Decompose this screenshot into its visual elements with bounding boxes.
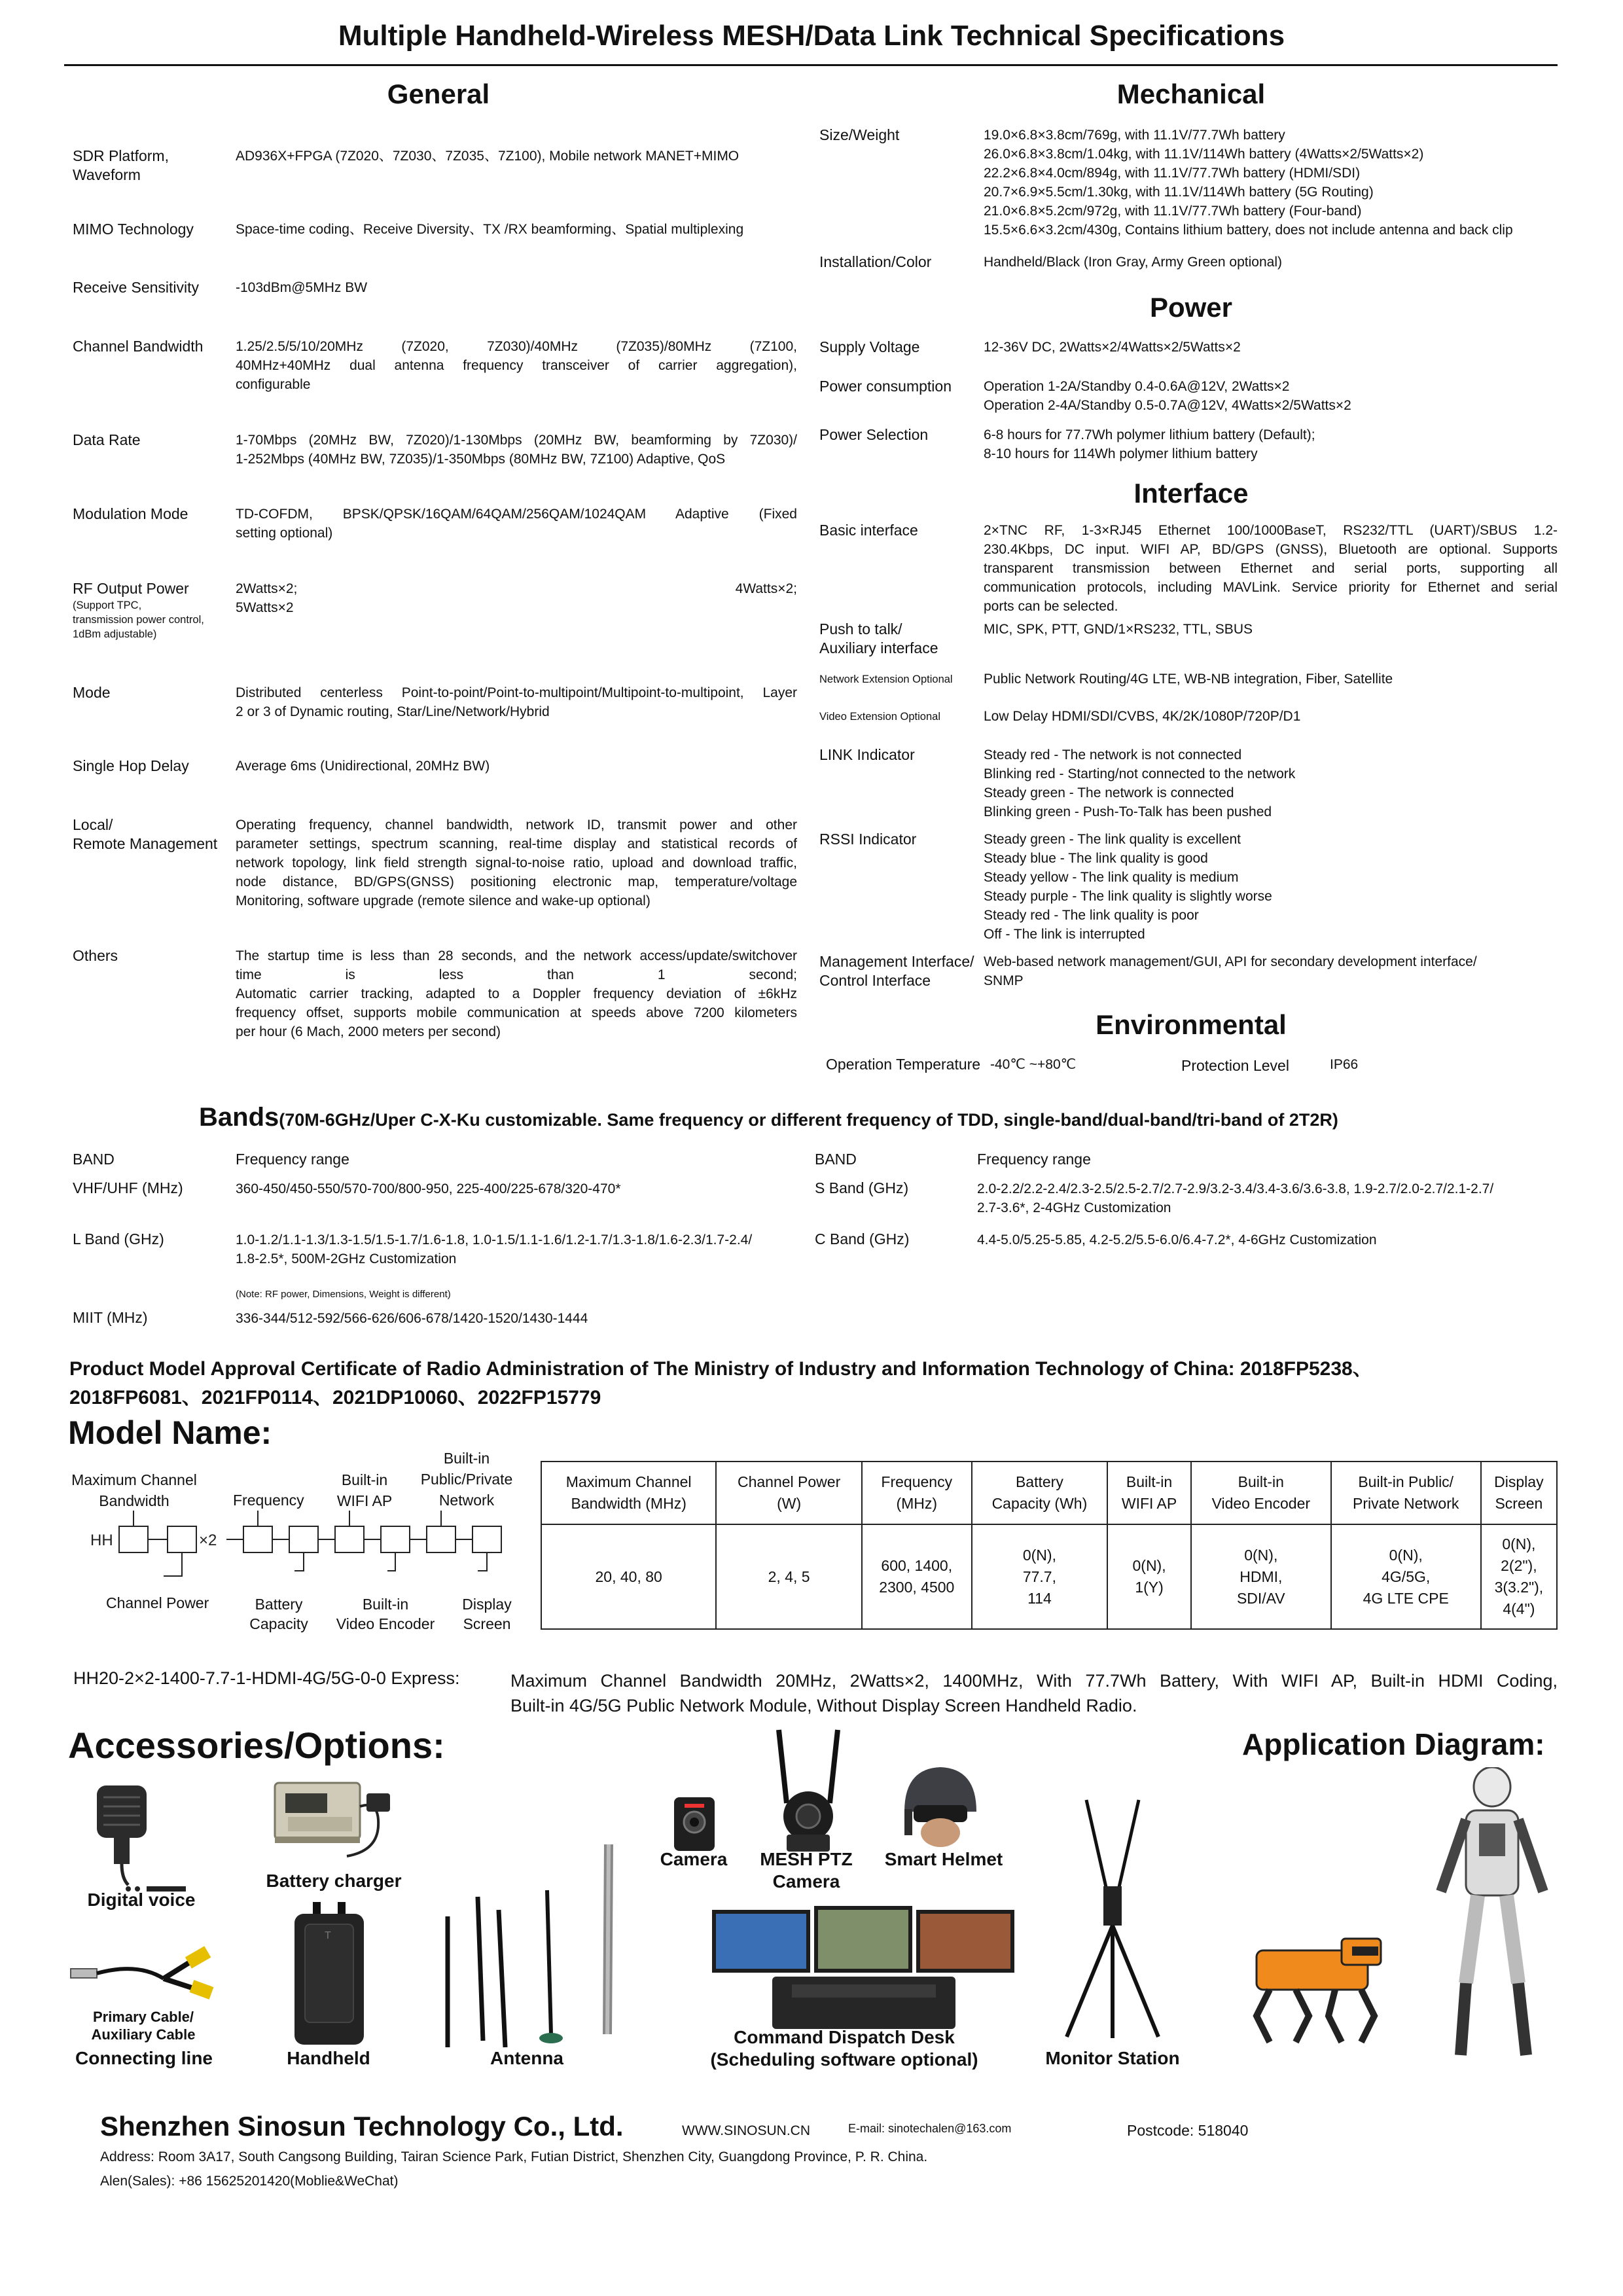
general-row-label: Single Hop Delay xyxy=(73,757,189,774)
model-table-value-cell: 600, 1400, 2300, 4500 xyxy=(862,1524,972,1629)
bands-col-band-right: BAND xyxy=(815,1151,857,1168)
model-table-header-cell: Frequency (MHz) xyxy=(862,1462,972,1524)
mechanical-heading: Mechanical xyxy=(1116,79,1266,109)
code-box-battery xyxy=(289,1526,318,1552)
band-frequency-range: 2.0-2.2/2.2-2.4/2.3-2.5/2.5-2.7/2.7-2.9/3.2-3.4/3.4-3.6/3.6-3.8, 1.9-2.7/2.0-2.7/2.1-2.7/ 2.7-3.6*, 2-4GHz Customization xyxy=(977,1181,1494,1215)
power-row-label: Supply Voltage xyxy=(819,338,920,355)
diag-label-display: Display Screen xyxy=(462,1596,512,1632)
model-table-value-row xyxy=(541,1524,1557,1629)
general-row-value: Operating frequency, channel bandwidth, network ID, transmit power and other parameter settings, spectrum scanning, real-time display and statistical records of network topology, link field strength signal-to-noise ratio, upload and download traffic, node distance, BD/GPS(GNSS) positioning electronic map, temperature/voltage Monitoring, software upgrade (remote silence and wake-up optional) xyxy=(236,817,797,908)
general-row-label: Data Rate xyxy=(73,431,141,448)
general-row-value: Distributed centerless Point-to-point/Point-to-multipoint/Multipoint-to-multipoint, Layer 2 or 3 of Dynamic routing, Star/Line/Network/Hybrid xyxy=(236,685,797,719)
interface-row-label: Video Extension Optional xyxy=(819,711,940,723)
code-box-frequency xyxy=(243,1526,272,1552)
general-row-label: Mode xyxy=(73,684,111,701)
diag-label-max-bw: Maximum Channel Bandwidth xyxy=(71,1471,197,1509)
code-prefix: HH xyxy=(90,1532,113,1549)
interface-row-label: LINK Indicator xyxy=(819,746,915,763)
diag-label-battery: Battery Capacity xyxy=(249,1596,308,1632)
band-frequency-range: 4.4-5.0/5.25-5.85, 4.2-5.2/5.5-6.0/6.4-7.2*, 4-6GHz Customization xyxy=(977,1232,1377,1247)
mechanical-row-value: Handheld/Black (Iron Gray, Army Green optional) xyxy=(984,255,1282,270)
general-row-value: Space-time coding、Receive Diversity、TX /RX beamforming、Spatial multiplexing xyxy=(236,222,744,237)
application-diagram-robots xyxy=(1230,1767,1558,2075)
mesh-ptz-camera-icon xyxy=(746,1725,870,1856)
camera-label: Camera xyxy=(660,1849,728,1869)
diag-label-frequency: Frequency xyxy=(233,1492,304,1509)
command-dispatch-label: Command Dispatch Desk (Scheduling software optional) xyxy=(710,2027,978,2070)
interface-row-label: RSSI Indicator xyxy=(819,831,917,848)
footer-postcode: Postcode: 518040 xyxy=(1127,2122,1249,2139)
mechanical-row-label: Size/Weight xyxy=(819,126,900,143)
general-row-label: Local/ Remote Management xyxy=(73,816,218,852)
band-frequency-range: 360-450/450-550/570-700/800-950, 225-400/225-678/320-470* xyxy=(236,1181,621,1196)
general-row-value: Average 6ms (Unidirectional, 20MHz BW) xyxy=(236,759,490,774)
bands-heading: Bands xyxy=(199,1103,279,1132)
model-table-header-cell: Battery Capacity (Wh) xyxy=(972,1462,1108,1524)
mesh-ptz-camera-label: MESH PTZ Camera xyxy=(760,1849,853,1892)
interface-row-value: Steady red - The network is not connected Blinking red - Starting/not connected to the network Steady green - The network is connected Blinking green - Push-To-Talk has been pushed xyxy=(984,747,1296,819)
humanoid-robot-icon xyxy=(1441,1767,1543,2055)
footer-email[interactable]: E-mail: sinotechalen@163.com xyxy=(848,2122,1012,2135)
model-table-header-cell: Built-in WIFI AP xyxy=(1107,1462,1191,1524)
band-name: VHF/UHF (MHz) xyxy=(73,1179,183,1196)
code-box-wifi xyxy=(335,1526,364,1552)
command-dispatch-desk-icon xyxy=(707,1903,1021,2034)
model-table-value-cell: 2, 4, 5 xyxy=(716,1524,862,1629)
model-table-value-cell: 20, 40, 80 xyxy=(541,1524,716,1629)
bands-col-freq-right: Frequency range xyxy=(977,1151,1091,1168)
antenna-label: Antenna xyxy=(490,2048,563,2068)
general-row-value: TD-COFDM, BPSK/QPSK/16QAM/64QAM/256QAM/1024QAM Adaptive (Fixed setting optional) xyxy=(236,507,797,541)
band-frequency-range: 1.0-1.2/1.1-1.3/1.3-1.5/1.5-1.7/1.6-1.8, 1.0-1.5/1.1-1.6/1.2-1.7/1.3-1.8/1.6-2.3/1.7-2.4/ 1.8-2.5*, 500M-2GHz Customization xyxy=(236,1232,753,1266)
bands-subheading: (70M-6GHz/Uper C-X-Ku customizable. Same frequency or different frequency of TDD, single-band/dual-band/tri-band of 2T2R) xyxy=(279,1110,1338,1130)
page-title: Multiple Handheld-Wireless MESH/Data Link Technical Specifications xyxy=(338,20,1285,52)
mechanical-row-label: Installation/Color xyxy=(819,253,932,270)
interface-row-value: Web-based network management/GUI, API for secondary development interface/ SNMP xyxy=(984,954,1477,988)
model-table-value-cell: 0(N), 77.7, 114 xyxy=(972,1524,1108,1629)
model-table-header-cell: Display Screen xyxy=(1481,1462,1557,1524)
accessories-heading: Accessories/Options: xyxy=(68,1725,445,1766)
digital-voice-label: Digital voice xyxy=(87,1890,196,1910)
general-row-value: 1-70Mbps (20MHz BW, 7Z020)/1-130Mbps (20MHz BW, beamforming by 7Z030)/ 1-252Mbps (40MHz BW, 7Z035)/1-350Mbps (80MHz BW, 7Z100) Adaptive, QoS xyxy=(236,433,797,467)
battery-charger-label: Battery charger xyxy=(266,1871,402,1891)
connecting-line-label: Connecting line xyxy=(75,2048,213,2068)
general-row-label: RF Output Power (Support TPC, transmission power control, 1dBm adjustable) xyxy=(73,580,204,640)
svg-text:T: T xyxy=(325,1930,331,1941)
general-heading: General xyxy=(387,79,490,109)
title-divider xyxy=(64,64,1558,66)
footer-contact: Alen(Sales): +86 15625201420(Moblie&WeChat) xyxy=(100,2174,399,2189)
power-row-value: Operation 1-2A/Standby 0.4-0.6A@12V, 2Watts×2 Operation 2-4A/Standby 0.5-0.7A@12V, 4Watts×2/5Watts×2 xyxy=(984,379,1351,413)
environmental-heading: Environmental xyxy=(1096,1009,1287,1040)
model-code-diagram xyxy=(85,1511,517,1602)
band-name: S Band (GHz) xyxy=(815,1179,909,1196)
code-box-bandwidth xyxy=(119,1526,148,1552)
model-table-value-cell: 0(N), HDMI, SDI/AV xyxy=(1191,1524,1331,1629)
monitor-station-tripod-icon xyxy=(1047,1795,1178,2043)
model-heading: Model Name: xyxy=(68,1414,272,1451)
general-row-value: 2Watts×2; 4Watts×2; 5Watts×2 xyxy=(236,581,797,615)
handheld-radio-icon xyxy=(283,1898,374,2055)
general-row-label: Modulation Mode xyxy=(73,505,188,522)
code-box-network xyxy=(427,1526,455,1552)
model-table-header-cell: Built-in Public/ Private Network xyxy=(1331,1462,1481,1524)
power-row-value: 12-36V DC, 2Watts×2/4Watts×2/5Watts×2 xyxy=(984,340,1241,355)
model-table-value-cell: 0(N), 1(Y) xyxy=(1107,1524,1191,1629)
footer-company-name: Shenzhen Sinosun Technology Co., Ltd. xyxy=(100,2111,624,2142)
footer-website[interactable]: WWW.SINOSUN.CN xyxy=(682,2123,810,2138)
smart-helmet-icon xyxy=(891,1759,990,1851)
footer-address: Address: Room 3A17, South Cangsong Building, Tairan Science Park, Futian District, Shenzhen City, Guangdong Province, P. R. China. xyxy=(100,2149,928,2164)
code-box-power xyxy=(168,1526,196,1552)
general-row-label: MIMO Technology xyxy=(73,221,194,238)
code-x2: ×2 xyxy=(199,1532,217,1549)
model-table-value-cell: 0(N), 4G/5G, 4G LTE CPE xyxy=(1331,1524,1481,1629)
power-row-value: 6-8 hours for 77.7Wh polymer lithium battery (Default); 8-10 hours for 114Wh polymer lithium battery xyxy=(984,427,1315,461)
certificate-line-1: Product Model Approval Certificate of Radio Administration of The Ministry of Industry and Information Technology of China: 2018FP5238、 xyxy=(69,1358,1372,1380)
interface-row-value: 2×TNC RF, 1-3×RJ45 Ethernet 100/1000BaseT, RS232/TTL (UART)/SBUS 1.2- 230.4Kbps, DC input. WIFI AP, BD/GPS (GNSS), Bluetooth are optional. Supports transparent transmission between Ethernet and serial ports, supporting all communication protocols, including MAVLink. Service priority for Ethernet and serial ports can be selected. xyxy=(984,523,1558,614)
bands-note: (Note: RF power, Dimensions, Weight is different) xyxy=(236,1289,451,1300)
monitor-station-label: Monitor Station xyxy=(1045,2048,1180,2068)
diag-label-channel-power: Channel Power xyxy=(106,1594,209,1611)
primary-cable-label: Primary Cable/ Auxiliary Cable xyxy=(91,2009,196,2043)
bands-col-band-left: BAND xyxy=(73,1151,115,1168)
diag-label-wifi: Built-in WIFI AP xyxy=(336,1471,393,1509)
general-row-label: Receive Sensitivity xyxy=(73,279,200,296)
handheld-label: Handheld xyxy=(287,2048,370,2068)
band-name: C Band (GHz) xyxy=(815,1230,910,1247)
band-name: MIIT (MHz) xyxy=(73,1309,148,1326)
interface-row-value: Steady green - The link quality is excellent Steady blue - The link quality is good Steady yellow - The link quality is medium Steady purple - The link quality is slightly worse Steady red - The link quality is poor Off - The link is interrupted xyxy=(984,832,1272,942)
protection-level-label: Protection Level xyxy=(1181,1057,1289,1074)
robot-dog-icon xyxy=(1257,1939,1381,2042)
interface-row-label: Basic interface xyxy=(819,522,918,539)
diag-label-video: Built-in Video Encoder xyxy=(336,1596,435,1632)
mechanical-row-value: 19.0×6.8×3.8cm/769g, with 11.1V/77.7Wh battery 26.0×6.8×3.8cm/1.04kg, with 11.1V/114Wh battery (4Watts×2/5Watts×2) 22.2×6.8×4.0cm/894g, with 11.1V/77.7Wh battery (HDMI/SDI) 20.7×6.9×5.5cm/1.30kg, with 11.1V/114Wh battery (5G Routing) 21.0×6.8×5.2cm/972g, with 11.1V/77.7Wh battery (Four-band) 15.5×6.6×3.2cm/430g, Contains lithium battery, does not include antenna and back clip xyxy=(984,128,1513,238)
general-row-value: AD936X+FPGA (7Z020、7Z030、7Z035、7Z100), Mobile network MANET+MIMO xyxy=(236,149,740,164)
interface-row-value: MIC, SPK, PTT, GND/1×RS232, TTL, SBUS xyxy=(984,622,1253,637)
model-table-header-cell: Built-in Video Encoder xyxy=(1191,1462,1331,1524)
general-row-label: SDR Platform, Waveform xyxy=(73,147,169,183)
interface-row-label: Management Interface/ Control Interface xyxy=(819,953,974,989)
model-table-header-row xyxy=(541,1462,1557,1524)
bands-heading-row xyxy=(199,1103,1338,1132)
code-box-video xyxy=(381,1526,410,1552)
connecting-cable-icon xyxy=(65,1943,223,2008)
model-table-value-cell: 0(N), 2(2"), 3(3.2"), 4(4") xyxy=(1481,1524,1557,1629)
model-table xyxy=(541,1461,1558,1630)
antenna-icon xyxy=(432,1838,641,2054)
general-row-value: -103dBm@5MHz BW xyxy=(236,280,368,295)
protection-level-value: IP66 xyxy=(1330,1057,1359,1072)
model-example-text: Maximum Channel Bandwidth 20MHz, 2Watts×2, 1400MHz, With 77.7Wh Battery, With WIFI AP, Built-in HDMI Coding, Built-in 4G/5G Public Network Module, Without Display Screen Handheld Radio. xyxy=(510,1671,1558,1715)
interface-row-value: Low Delay HDMI/SDI/CVBS, 4K/2K/1080P/720P/D1 xyxy=(984,709,1301,724)
general-row-value: 1.25/2.5/5/10/20MHz (7Z020, 7Z030)/40MHz (7Z035)/80MHz (7Z100, 40MHz+40MHz dual antenna frequency transceiver of carrier aggregation), configurable xyxy=(236,339,797,392)
general-row-label: Channel Bandwidth xyxy=(73,338,204,355)
digital-voice-icon xyxy=(89,1780,200,1898)
power-row-label: Power Selection xyxy=(819,426,929,443)
power-heading: Power xyxy=(1149,292,1233,323)
op-temp-label: Operation Temperature xyxy=(826,1056,981,1073)
general-row-value: The startup time is less than 28 seconds, and the network access/update/switchover time is less than 1 second; Automatic carrier tracking, adapted to a Doppler frequency deviation of ±6kHz frequency offset, supports mobile communication at speeds above 7200 kilometers per hour (6 Mach, 2000 meters per second) xyxy=(236,948,797,1039)
op-temp-value: -40℃ ~+80℃ xyxy=(990,1057,1077,1072)
battery-charger-icon xyxy=(268,1774,399,1872)
bands-col-freq-left: Frequency range xyxy=(236,1151,349,1168)
model-table-header-cell: Channel Power (W) xyxy=(716,1462,862,1524)
smart-helmet-label: Smart Helmet xyxy=(884,1849,1003,1869)
power-row-label: Power consumption xyxy=(819,378,952,395)
model-table-header-cell: Maximum Channel Bandwidth (MHz) xyxy=(541,1462,716,1524)
model-example-code: HH20-2×2-1400-7.7-1-HDMI-4G/5G-0-0 Express: xyxy=(73,1668,460,1688)
application-diagram-heading: Application Diagram: xyxy=(1242,1727,1545,1761)
band-frequency-range: 336-344/512-592/566-626/606-678/1420-1520/1430-1444 xyxy=(236,1311,588,1326)
code-box-display xyxy=(473,1526,501,1552)
camera-icon xyxy=(668,1792,726,1857)
interface-row-label: Network Extension Optional xyxy=(819,673,953,685)
band-name: L Band (GHz) xyxy=(73,1230,164,1247)
certificate-text xyxy=(69,1355,1558,1412)
interface-heading: Interface xyxy=(1133,478,1249,509)
certificate-line-2: 2018FP6081、2021FP0114、2021DP10060、2022FP15779 xyxy=(69,1387,601,1408)
general-row-label: Others xyxy=(73,947,118,964)
interface-row-value: Public Network Routing/4G LTE, WB-NB integration, Fiber, Satellite xyxy=(984,672,1393,687)
interface-row-label: Push to talk/ Auxiliary interface xyxy=(819,620,938,656)
diag-label-network: Built-in Public/Private Network xyxy=(420,1450,513,1509)
